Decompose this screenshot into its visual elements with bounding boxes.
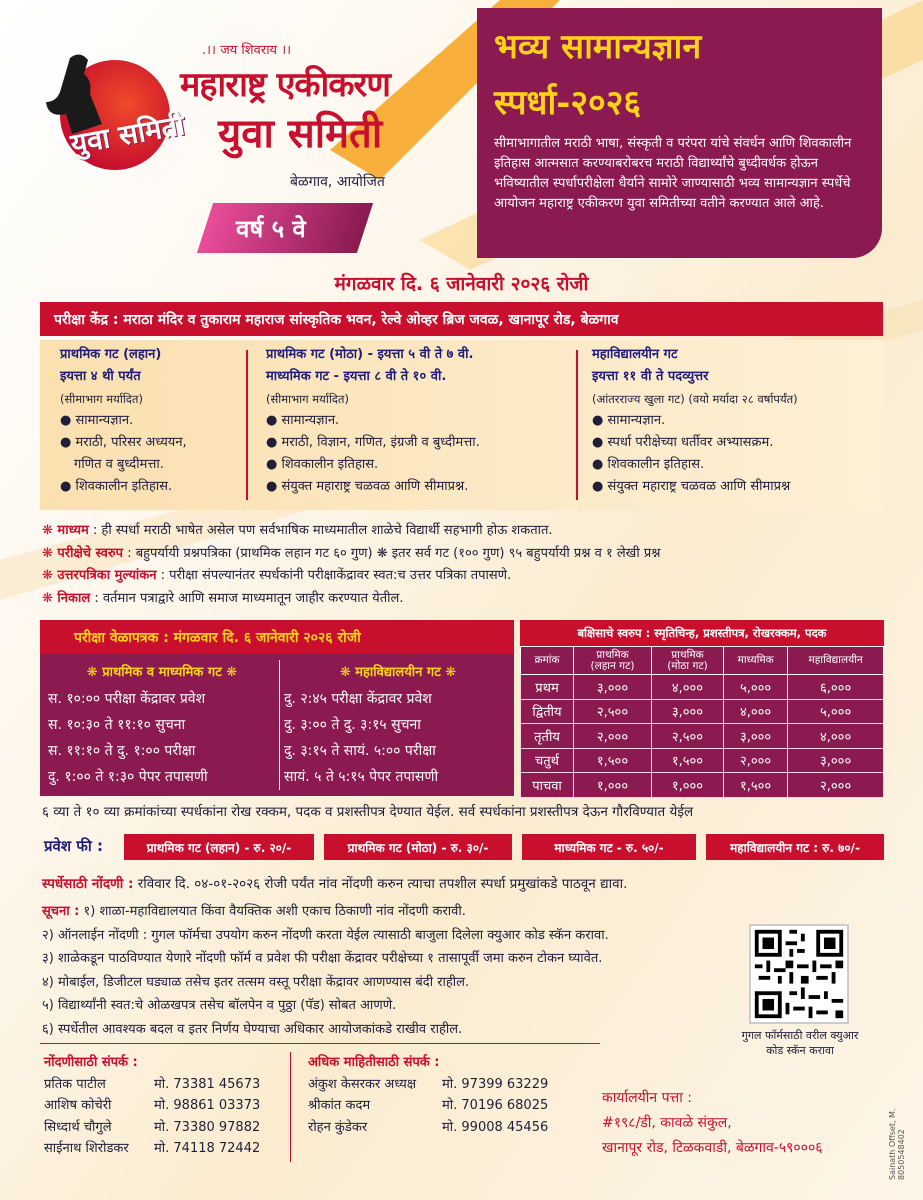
group-divider: [246, 350, 248, 500]
schedule-entry: दु. २:४५ परीक्षा केंद्रावर प्रवेश: [284, 691, 432, 707]
group-subject: ● संयुक्त महाराष्ट्र चळवळ आणि सीमाप्रश्न: [592, 479, 791, 494]
organiser-location: बेळगाव, आयोजित: [290, 174, 385, 190]
prize-cell: ५,०००: [723, 675, 787, 700]
group-subject: ● स्पर्धा परीक्षेच्या धर्तीवर अभ्यासक्रम.: [592, 435, 774, 450]
logo-text: युवा समिती: [68, 108, 188, 161]
promo-title-line1: भव्य सामान्यज्ञान: [494, 27, 702, 67]
group-subject: गणित व बुध्दीमत्ता.: [74, 457, 164, 472]
fee-label: प्रवेश फी :: [44, 837, 103, 855]
table-row: [521, 748, 884, 773]
note-evaluation: ❋ उत्तरपत्रिका मुल्यांकन : परीक्षा संपल्यानंतर स्पर्धकांनी परीक्षाकेंद्रावर स्वत:च उत्तर पत्रिका तपासणे.: [42, 568, 512, 583]
registration-line: स्पर्धेसाठी नोंदणी : रविवार दि. ०४-०१-२०२६ रोजी पर्यंत नांव नोंदणी करुन त्याचा तपशील स्पर्धा प्रमुखांकडे पाठवून द्यावा.: [42, 876, 628, 892]
qr-code-icon[interactable]: [749, 924, 849, 1024]
fee-secondary: माध्यमिक गट - रु. ५०/-: [522, 834, 696, 860]
group-heading: महाविद्यालयीन गट: [592, 347, 678, 362]
instruction-item: ५) विद्यार्थ्यांनी स्वत:चे ओळखपत्र तसेच बॉलपेन व पुठ्ठा (पॅड) सोबत आणणे.: [42, 998, 397, 1013]
rank-cell: तृतीय: [521, 724, 574, 749]
table-row: [521, 724, 884, 749]
contact-divider: [290, 1052, 291, 1162]
contact-row: सिध्दार्थ चौगुले मो. 73380 97882: [44, 1119, 261, 1135]
prize-cell: ४,०००: [788, 724, 884, 749]
prize-cell: ४,०००: [723, 699, 787, 724]
fee-primary-small: प्राथमिक गट (लहान) - रु. २०/-: [124, 834, 314, 860]
group-subject: ● मराठी, विज्ञान, गणित, इंग्रजी व बुध्दीमत्ता.: [266, 435, 480, 450]
prize-col-header: माध्यमिक: [723, 647, 787, 675]
note-medium: ❋ माध्यम : ही स्पर्धा मराठी भाषेत असेल पण सर्वभाषिक माध्यमातील शाळेचे विद्यार्थी सहभागी होऊ शकतात.: [42, 523, 553, 538]
prize-cell: १,०००: [651, 773, 723, 798]
instruction-item: ४) मोबाईल, डिजीटल घड्याळ तसेच इतर तत्सम वस्तू परीक्षा केंद्रावर आणण्यास बंदी राहील.: [42, 974, 470, 990]
table-row: [521, 699, 884, 724]
footer-divider: [40, 1043, 600, 1044]
promo-title-line2: स्पर्धा-२०२६: [494, 83, 642, 123]
prize-col-header: महाविद्यालयीन: [788, 647, 884, 675]
rank-cell: द्वितीय: [521, 699, 574, 724]
prize-cell: ६,०००: [788, 675, 884, 700]
contact-row: अंकुश केसरकर अध्यक्ष मो. 97399 63229: [308, 1076, 549, 1092]
event-date: मंगळवार दि. ६ जानेवारी २०२६ रोजी: [334, 273, 589, 295]
prize-col-header: क्रमांक: [521, 647, 574, 675]
schedule-entry: दु. ३:०० ते दु. ३:१५ सुचना: [284, 717, 421, 733]
prize-header: बक्षिसाचे स्वरुप : स्मृतिचिन्ह, प्रशस्तीपत्र, रोखरक्कम, पदक: [520, 620, 884, 646]
group-subject: ● शिवकालीन इतिहास.: [592, 457, 705, 472]
schedule-col-title: ❋ प्राथमिक व माध्यमिक गट ❋: [86, 665, 238, 680]
org-title-line2: युवा समिती: [218, 110, 383, 157]
contact-row: प्रतिक पाटील मो. 73381 45673: [44, 1076, 261, 1092]
prize-cell: ४,०००: [651, 675, 723, 700]
group-heading: प्राथमिक गट (लहान): [60, 347, 162, 362]
schedule-entry: सायं. ५ ते ५:१५ पेपर तपासणी: [284, 769, 439, 785]
schedule-entry: स. १०:३० ते ११:१० सुचना: [48, 717, 186, 733]
prize-cell: २,५००: [574, 699, 652, 724]
schedule-entry: दु. ३:१५ ते सायं. ५:०० परीक्षा: [284, 743, 436, 759]
prize-cell: २,०००: [574, 724, 652, 749]
jay-shivray: .।। जय शिवराय ।।: [202, 43, 292, 58]
contact-title: नोंदणीसाठी संपर्क :: [44, 1055, 138, 1070]
rank-cell: प्रथम: [521, 675, 574, 700]
group-subject: ● सामान्यज्ञान.: [60, 413, 134, 428]
schedule-divider: [279, 660, 280, 790]
note-result: ❋ निकाल : वर्तमान पत्राद्वारे आणि समाज माध्यमातून जाहीर करण्यात येतील.: [42, 590, 404, 606]
table-row: [521, 773, 884, 798]
rank-cell: चतुर्थ: [521, 748, 574, 773]
office-line: #१९८/डी, कावळे संकुल,: [602, 1115, 732, 1131]
prize-cell: २,०००: [723, 748, 787, 773]
prize-col-header: प्राथमिक (लहान गट): [574, 647, 652, 675]
office-address: [602, 1086, 823, 1161]
schedule-header: परीक्षा वेळापत्रक : मंगळवार दि. ६ जानेवारी २०२६ रोजी: [40, 620, 514, 654]
prize-header-row: [521, 647, 884, 675]
table-row: [521, 675, 884, 700]
fee-college: महाविद्यालयीन गट : रु. ७०/-: [706, 834, 884, 860]
qr-caption: गुगल फॉर्मसाठी वरील क्युआर कोड स्कॅन करावा: [741, 1029, 859, 1057]
group-grade: माध्यमिक गट - इयत्ता ८ वी ते १० वी.: [266, 369, 447, 384]
note-format: ❋ परीक्षेचे स्वरुप : बहुपर्यायी प्रश्नपत्रिका (प्राथमिक लहान गट ६० गुण) ❋ इतर सर्व गट (१०० गुण) ९५ बहुपर्यायी प्रश्न व १ लेखी प्रश्न: [42, 545, 661, 561]
schedule-entry: स. ११:१० ते दु. १:०० परीक्षा: [48, 743, 196, 759]
prize-cell: २,५००: [651, 724, 723, 749]
contact-row: श्रीकांत कदम मो. 70196 68025: [308, 1098, 549, 1113]
group-primary-big-secondary: [266, 344, 480, 498]
contact-info: [308, 1052, 598, 1138]
instruction-item: ६) स्पर्धेतील आवश्यक बदल व इतर निर्णय घेण्याचा अधिकार आयोजकांकडे राखीव राहील.: [42, 1021, 463, 1037]
fee-primary-big: प्राथमिक गट (मोठा) - रु. ३०/-: [324, 834, 512, 860]
promo-paragraph: सीमाभागातील मराठी भाषा, संस्कृती व परंपरा यांचे संवर्धन आणि शिवकालीन इतिहास आत्मसात करण्याबरोबरच मराठी विद्यार्थ्यांचे बुध्दीवर्धक होऊन भविष्यातील स्पर्धापरीक्षेला धैर्याने सामोरे जाण्यासाठी भव्य सामान्यज्ञान स्पर्धेचे आयोजन महाराष्ट्र एकीकरण युवा समितीच्या वतीने करण्यात आले आहे.: [494, 136, 852, 211]
group-subject: ● शिवकालीन इतिहास.: [266, 457, 379, 472]
prize-cell: १,०००: [574, 773, 652, 798]
rank-cell: पाचवा: [521, 773, 574, 798]
rules-notes: [42, 520, 660, 610]
office-line: खानापूर रोड, टिळकवाडी, बेळगाव-५९०००६: [602, 1140, 823, 1156]
contact-title: अधिक माहितीसाठी संपर्क :: [308, 1055, 440, 1070]
prize-cell: ३,०००: [788, 748, 884, 773]
prize-cell: ३,०००: [651, 699, 723, 724]
schedule-col-title: ❋ महाविद्यालयीन गट ❋: [339, 665, 457, 680]
group-divider: [576, 350, 578, 500]
instruction-item: २) ऑनलाईन नोंदणी : गुगल फॉर्मचा उपयोग करुन नोंदणी करता येईल त्यासाठी बाजुला दिलेला क्युआर कोड स्कॅन करावा.: [42, 927, 609, 943]
printer-credit: Sainath Offset, M. 8050548402: [888, 1108, 906, 1180]
group-heading: प्राथमिक गट (मोठा) - इयत्ता ५ वी ते ७ वी.: [266, 347, 474, 362]
contact-row: आशिष कोचेरी मो. 98861 03373: [44, 1098, 261, 1113]
contact-registration: [44, 1052, 274, 1160]
prize-cell: ३,०००: [723, 724, 787, 749]
prize-cell: ५,०००: [788, 699, 884, 724]
group-subject: ● मराठी, परिसर अध्ययन,: [60, 435, 187, 450]
instruction-item: सूचना : १) शाळा-महाविद्यालयात किंवा वैयक्तिक अशी एकाच ठिकाणी नांव नोंदणी करावी.: [42, 904, 466, 919]
group-subject: ● शिवकालीन इतिहास.: [60, 479, 173, 494]
prize-cell: १,५००: [723, 773, 787, 798]
year-badge-text: वर्ष ५ वे: [236, 214, 306, 243]
group-scope: (सीमाभाग मर्यादित): [60, 392, 143, 406]
group-college: [592, 344, 798, 498]
prize-note: ६ व्या ते १० व्या क्रमांकांच्या स्पर्धकांना रोख रक्कम, पदक व प्रशस्तीपत्र देण्यात येईल. सर्व स्पर्धकांना प्रशस्तीपत्र देऊन गौरविण्यात येईल: [42, 804, 694, 820]
schedule-entry: दु. १:०० ते १:३० पेपर तपासणी: [48, 769, 208, 785]
contact-row: साईनाथ शिरोडकर मो. 74118 72442: [44, 1141, 261, 1156]
group-scope: (आंतरराज्य खुला गट) (वयो मर्यादा २८ वर्षापर्यंत): [592, 392, 798, 406]
schedule-entry: स. १०:०० परीक्षा केंद्रावर प्रवेश: [48, 691, 206, 707]
office-label: कार्यालयीन पत्ता :: [602, 1090, 693, 1106]
prize-cell: १,५००: [651, 748, 723, 773]
group-grade: इयत्ता ४ थी पर्यंत: [60, 369, 141, 384]
instruction-item: ३) शाळेकडून पाठविण्यात येणारे नोंदणी फॉर्म व प्रवेश फी परीक्षा केंद्रावर परीक्षेच्या १ तासापूर्वी जमा करुन टोकन घ्यावेत.: [42, 951, 603, 966]
group-grade: इयत्ता ११ वी ते पदव्युत्तर: [592, 369, 709, 384]
group-subject: ● संयुक्त महाराष्ट्र चळवळ आणि सीमाप्रश्न.: [266, 479, 469, 494]
contact-row: रोहन कुंडेकर मो. 99008 45456: [308, 1119, 549, 1135]
prize-col-header: प्राथमिक (मोठा गट): [651, 647, 723, 675]
group-primary-small: [60, 344, 187, 498]
prize-cell: १,५००: [574, 748, 652, 773]
group-scope: (सीमाभाग मर्यादित): [266, 392, 349, 406]
schedule-col-college: [284, 660, 512, 790]
group-subject: ● सामान्यज्ञान.: [592, 413, 666, 428]
group-subject: ● सामान्यज्ञान.: [266, 413, 340, 428]
instructions: [42, 900, 609, 1041]
prize-cell: ३,०००: [574, 675, 652, 700]
prize-cell: २,०००: [788, 773, 884, 798]
schedule-col-primary-secondary: [48, 660, 276, 790]
exam-center-bar: परीक्षा केंद्र : मराठा मंदिर व तुकाराम महाराज सांस्कृतिक भवन, रेल्वे ओव्हर ब्रिज जवळ, खानापूर रोड, बेळगाव: [40, 302, 883, 336]
org-title-line1: महाराष्ट्र एकीकरण: [180, 65, 390, 105]
prize-table: [520, 646, 884, 798]
